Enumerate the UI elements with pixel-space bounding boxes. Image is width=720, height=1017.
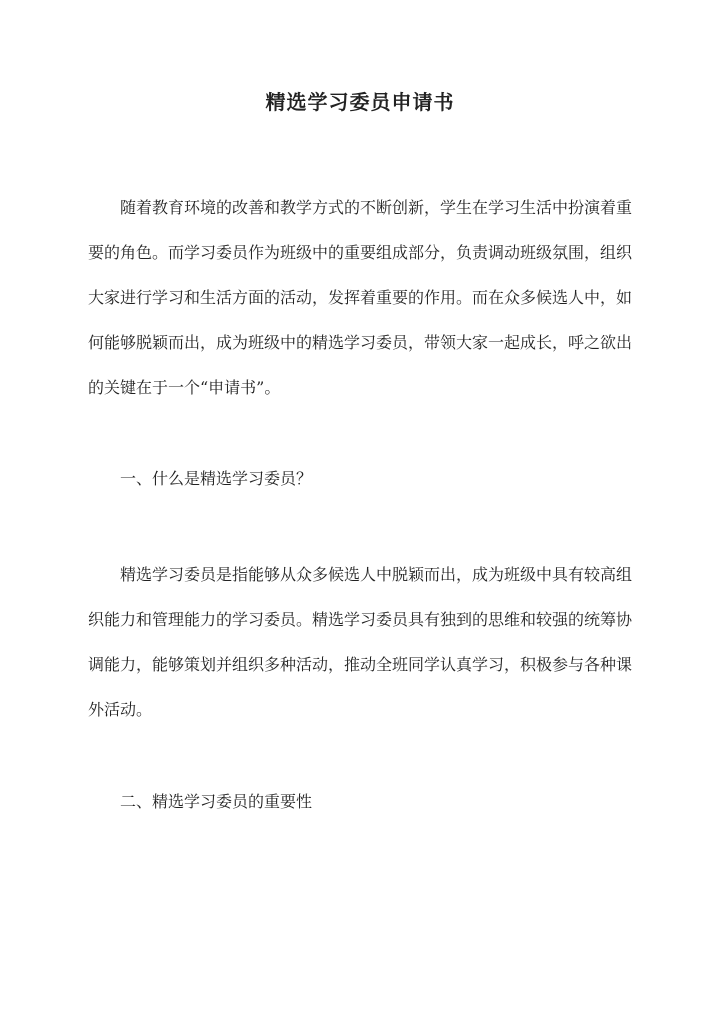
section-heading-importance: 二、精选学习委员的重要性 [120,792,313,811]
document-title: 精选学习委员申请书 [265,90,455,114]
section-heading-what-is: 一、什么是精选学习委员？ [120,469,313,488]
definition-paragraph: 精选学习委员是指能够从众多候选人中脱颖而出，成为班级中具有较高组织能力和管理能力的学习委员。精选学习委员具有独到的思维和较强的统筹协调能力，能够策划并组织多种活动，推动全班同学认真学习，积极参与各种课外活动。 [88,565,633,719]
intro-paragraph: 随着教育环境的改善和教学方式的不断创新，学生在学习生活中扮演着重要的角色。而学习委员作为班级中的重要组成部分，负责调动班级氛围，组织大家进行学习和生活方面的活动，发挥着重要的作用。而在众多候选人中，如何能够脱颖而出，成为班级中的精选学习委员，带领大家一起成长，呼之欲出的关键在于一个“申请书”。 [88,198,633,397]
